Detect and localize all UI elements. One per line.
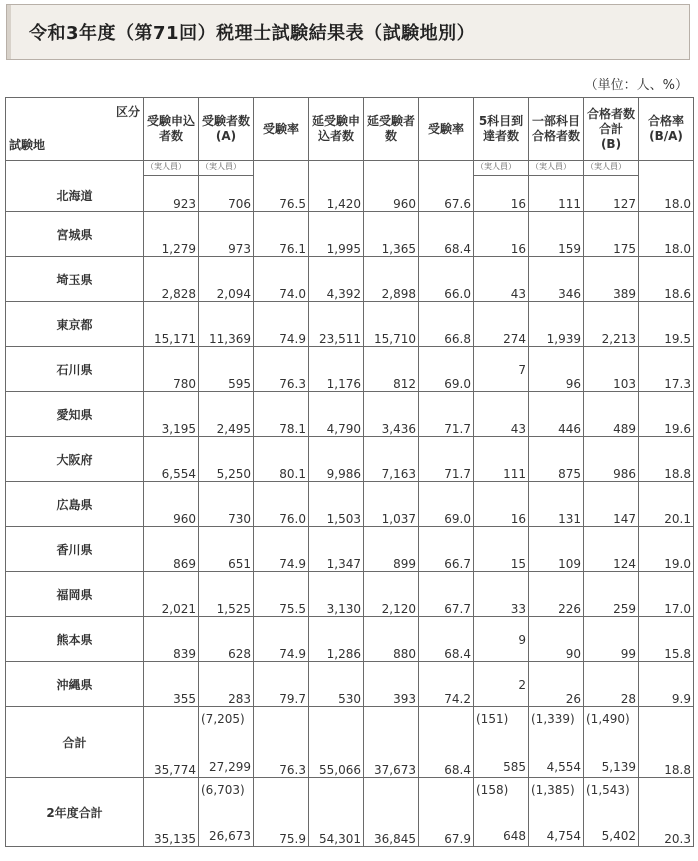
table-cell: 37,673	[364, 707, 419, 778]
table-cell: 869	[144, 527, 199, 572]
table-row	[6, 347, 694, 392]
table-cell: 1,347	[309, 527, 364, 572]
table-cell: 66.0	[419, 257, 474, 302]
table-cell: 90	[529, 617, 584, 662]
note-label: （実人員）	[199, 161, 254, 176]
table-cell: 74.2	[419, 662, 474, 707]
table-cell: 1,420	[309, 176, 364, 212]
table-row	[6, 617, 694, 662]
table-cell: 28	[584, 662, 639, 707]
table-cell: 55,066	[309, 707, 364, 778]
table-cell: 15	[474, 527, 529, 572]
table-cell	[474, 662, 529, 707]
table-cell: 283	[199, 662, 254, 707]
table-cell: 127	[584, 176, 639, 212]
table-cell: 489	[584, 392, 639, 437]
table-cell: 17.0	[639, 572, 694, 617]
cell-value: 9	[518, 633, 526, 647]
table-cell: 1,279	[144, 212, 199, 257]
table-cell	[584, 707, 639, 778]
table-cell: 2,213	[584, 302, 639, 347]
cell-value: 4,554	[546, 760, 581, 774]
cell-subvalue: (151)	[476, 712, 509, 726]
table-cell: 68.4	[419, 707, 474, 778]
header-pass-rate-label: 合格率	[647, 114, 684, 128]
table-cell	[529, 707, 584, 778]
table-cell: 96	[529, 347, 584, 392]
table-cell: 530	[309, 662, 364, 707]
table-cell	[474, 347, 529, 392]
table-cell: 23,511	[309, 302, 364, 347]
table-cell	[639, 161, 694, 176]
table-cell: 1,176	[309, 347, 364, 392]
row-name: 愛知県	[6, 392, 144, 437]
table-cell: 446	[529, 392, 584, 437]
table-cell: 393	[364, 662, 419, 707]
table-cell: 71.7	[419, 437, 474, 482]
table-cell: 35,774	[144, 707, 199, 778]
table-cell: 80.1	[254, 437, 309, 482]
table-cell: 76.3	[254, 347, 309, 392]
header-partial-pass: 一部科目合格者数	[529, 98, 584, 161]
table-cell: 355	[144, 662, 199, 707]
table-cell: 76.1	[254, 212, 309, 257]
table-cell	[309, 161, 364, 176]
table-row	[6, 662, 694, 707]
table-cell: 68.4	[419, 617, 474, 662]
header-pass-total-code: (B)	[600, 136, 622, 151]
table-cell	[474, 707, 529, 778]
cell-subvalue: (1,339)	[531, 712, 575, 726]
header-examinees-label: 受験者数	[201, 114, 250, 128]
prev-total-row	[6, 778, 694, 847]
table-cell: 71.7	[419, 392, 474, 437]
total-row	[6, 707, 694, 778]
table-cell: 67.6	[419, 176, 474, 212]
table-cell: 880	[364, 617, 419, 662]
row-name: 石川県	[6, 347, 144, 392]
header-total-examinees: 延受験者数	[364, 98, 419, 161]
header-five-subjects: 5科目到達者数	[474, 98, 529, 161]
table-cell	[474, 778, 529, 847]
table-cell: 960	[144, 482, 199, 527]
table-cell: 1,525	[199, 572, 254, 617]
table-cell: 595	[199, 347, 254, 392]
row-name: 2年度合計	[6, 778, 144, 847]
table-cell: 111	[474, 437, 529, 482]
table-cell: 16	[474, 176, 529, 212]
results-table	[5, 97, 694, 847]
note-label: （実人員）	[529, 161, 584, 176]
table-cell: 706	[199, 176, 254, 212]
table-cell: 33	[474, 572, 529, 617]
note-row	[6, 161, 694, 176]
table-row	[6, 527, 694, 572]
table-cell: 875	[529, 437, 584, 482]
table-cell: 2,094	[199, 257, 254, 302]
table-cell: 75.5	[254, 572, 309, 617]
row-name: 熊本県	[6, 617, 144, 662]
cell-value: 27,299	[209, 760, 251, 774]
row-name: 東京都	[6, 302, 144, 347]
table-cell: 67.9	[419, 778, 474, 847]
table-row	[6, 302, 694, 347]
table-cell: 26	[529, 662, 584, 707]
table-cell	[254, 161, 309, 176]
table-cell: 1,503	[309, 482, 364, 527]
table-cell: 43	[474, 257, 529, 302]
cell-subvalue: (1,385)	[531, 783, 575, 797]
table-cell: 973	[199, 212, 254, 257]
table-cell: 74.9	[254, 617, 309, 662]
table-row	[6, 482, 694, 527]
table-cell: 20.3	[639, 778, 694, 847]
header-pass-rate	[639, 98, 694, 161]
table-cell: 18.8	[639, 437, 694, 482]
table-cell: 839	[144, 617, 199, 662]
page-title: 令和3年度（第71回）税理士試験結果表（試験地別）	[29, 23, 476, 44]
table-cell	[199, 707, 254, 778]
table-cell: 103	[584, 347, 639, 392]
table-cell: 960	[364, 176, 419, 212]
table-cell	[529, 778, 584, 847]
row-name: 広島県	[6, 482, 144, 527]
table-cell: 651	[199, 527, 254, 572]
header-pass-total-label: 合格者数合計	[586, 106, 635, 136]
table-cell: 16	[474, 212, 529, 257]
table-cell: 2,120	[364, 572, 419, 617]
table-cell: 159	[529, 212, 584, 257]
table-row	[6, 257, 694, 302]
table-cell: 69.0	[419, 482, 474, 527]
table-cell: 3,130	[309, 572, 364, 617]
table-cell: 36,845	[364, 778, 419, 847]
table-row	[6, 392, 694, 437]
table-cell: 2,495	[199, 392, 254, 437]
table-cell: 20.1	[639, 482, 694, 527]
title-box	[6, 4, 690, 60]
header-examinees	[199, 98, 254, 161]
row-name: 埼玉県	[6, 257, 144, 302]
cell-value: 2	[518, 678, 526, 692]
row-name: 香川県	[6, 527, 144, 572]
table-cell: 4,392	[309, 257, 364, 302]
table-cell: 923	[144, 176, 199, 212]
table-cell: 2,021	[144, 572, 199, 617]
table-cell: 78.1	[254, 392, 309, 437]
table-cell: 18.0	[639, 176, 694, 212]
table-cell: 74.9	[254, 302, 309, 347]
table-cell	[419, 161, 474, 176]
table-cell: 15,710	[364, 302, 419, 347]
table-cell: 109	[529, 527, 584, 572]
table-cell: 75.9	[254, 778, 309, 847]
table-cell: 7,163	[364, 437, 419, 482]
header-rate: 受験率	[254, 98, 309, 161]
table-cell: 175	[584, 212, 639, 257]
table-cell	[584, 778, 639, 847]
header-total-rate: 受験率	[419, 98, 474, 161]
cell-value: 5,402	[601, 829, 636, 843]
header-row	[6, 98, 694, 161]
note-label: （実人員）	[584, 161, 639, 176]
table-cell: 19.6	[639, 392, 694, 437]
table-cell: 76.5	[254, 176, 309, 212]
table-cell: 274	[474, 302, 529, 347]
table-cell: 5,250	[199, 437, 254, 482]
cell-value: 648	[503, 829, 526, 843]
table-cell: 124	[584, 527, 639, 572]
row-name: 宮城県	[6, 212, 144, 257]
header-applicants: 受験申込者数	[144, 98, 199, 161]
table-cell: 76.0	[254, 482, 309, 527]
row-name: 大阪府	[6, 437, 144, 482]
table-cell	[364, 161, 419, 176]
table-cell: 79.7	[254, 662, 309, 707]
table-cell: 16	[474, 482, 529, 527]
table-cell: 780	[144, 347, 199, 392]
table-cell: 1,365	[364, 212, 419, 257]
table-cell: 35,135	[144, 778, 199, 847]
table-cell: 899	[364, 527, 419, 572]
cell-subvalue: (1,490)	[586, 712, 630, 726]
table-cell: 74.9	[254, 527, 309, 572]
table-cell: 259	[584, 572, 639, 617]
table-cell: 76.3	[254, 707, 309, 778]
unit-label: （単位：人、%）	[584, 78, 688, 93]
table-cell: 812	[364, 347, 419, 392]
table-cell: 4,790	[309, 392, 364, 437]
table-cell: 67.7	[419, 572, 474, 617]
table-cell: 43	[474, 392, 529, 437]
table-cell: 17.3	[639, 347, 694, 392]
table-cell: 18.0	[639, 212, 694, 257]
table-cell: 18.6	[639, 257, 694, 302]
table-cell: 99	[584, 617, 639, 662]
table-cell: 346	[529, 257, 584, 302]
table-cell: 1,037	[364, 482, 419, 527]
table-cell: 628	[199, 617, 254, 662]
table-cell: 19.0	[639, 527, 694, 572]
note-label: （実人員）	[474, 161, 529, 176]
cell-subvalue: (7,205)	[201, 712, 245, 726]
cell-value: 26,673	[209, 829, 251, 843]
table-cell: 66.7	[419, 527, 474, 572]
table-cell: 2,898	[364, 257, 419, 302]
header-examinees-code: (A)	[215, 129, 237, 143]
row-name: 北海道	[6, 161, 144, 212]
header-chiten: 試験地	[9, 138, 46, 152]
cell-value: 7	[518, 363, 526, 377]
table-cell: 18.8	[639, 707, 694, 778]
header-kubun: 区分	[115, 105, 140, 119]
table-cell: 66.8	[419, 302, 474, 347]
table-cell: 131	[529, 482, 584, 527]
table-cell: 9.9	[639, 662, 694, 707]
table-row	[6, 437, 694, 482]
table-cell: 3,436	[364, 392, 419, 437]
row-name: 福岡県	[6, 572, 144, 617]
table-cell	[474, 617, 529, 662]
table-cell: 15,171	[144, 302, 199, 347]
cell-subvalue: (158)	[476, 783, 509, 797]
table-cell: 11,369	[199, 302, 254, 347]
table-cell: 147	[584, 482, 639, 527]
table-cell: 389	[584, 257, 639, 302]
table-cell	[199, 778, 254, 847]
table-cell: 6,554	[144, 437, 199, 482]
table-cell: 986	[584, 437, 639, 482]
row-name: 合計	[6, 707, 144, 778]
cell-value: 5,139	[601, 760, 636, 774]
table-cell: 730	[199, 482, 254, 527]
table-cell: 19.5	[639, 302, 694, 347]
table-cell: 1,995	[309, 212, 364, 257]
table-cell: 1,939	[529, 302, 584, 347]
table-cell: 3,195	[144, 392, 199, 437]
cell-subvalue: (1,543)	[586, 783, 630, 797]
table-cell: 1,286	[309, 617, 364, 662]
header-pass-total	[584, 98, 639, 161]
cell-value: 585	[503, 760, 526, 774]
header-corner	[6, 98, 144, 161]
table-cell: 15.8	[639, 617, 694, 662]
table-cell: 74.0	[254, 257, 309, 302]
table-cell: 68.4	[419, 212, 474, 257]
table-cell: 226	[529, 572, 584, 617]
cell-subvalue: (6,703)	[201, 783, 245, 797]
table-row	[6, 212, 694, 257]
table-cell: 54,301	[309, 778, 364, 847]
title-accent	[7, 5, 11, 59]
header-total-applicants: 延受験申込者数	[309, 98, 364, 161]
header-pass-rate-code: (B/A)	[649, 129, 683, 143]
note-label: （実人員）	[144, 161, 199, 176]
table-cell: 111	[529, 176, 584, 212]
table-row	[6, 572, 694, 617]
cell-value: 4,754	[546, 829, 581, 843]
row-name: 沖縄県	[6, 662, 144, 707]
table-cell: 9,986	[309, 437, 364, 482]
table-cell: 2,828	[144, 257, 199, 302]
table-cell: 69.0	[419, 347, 474, 392]
